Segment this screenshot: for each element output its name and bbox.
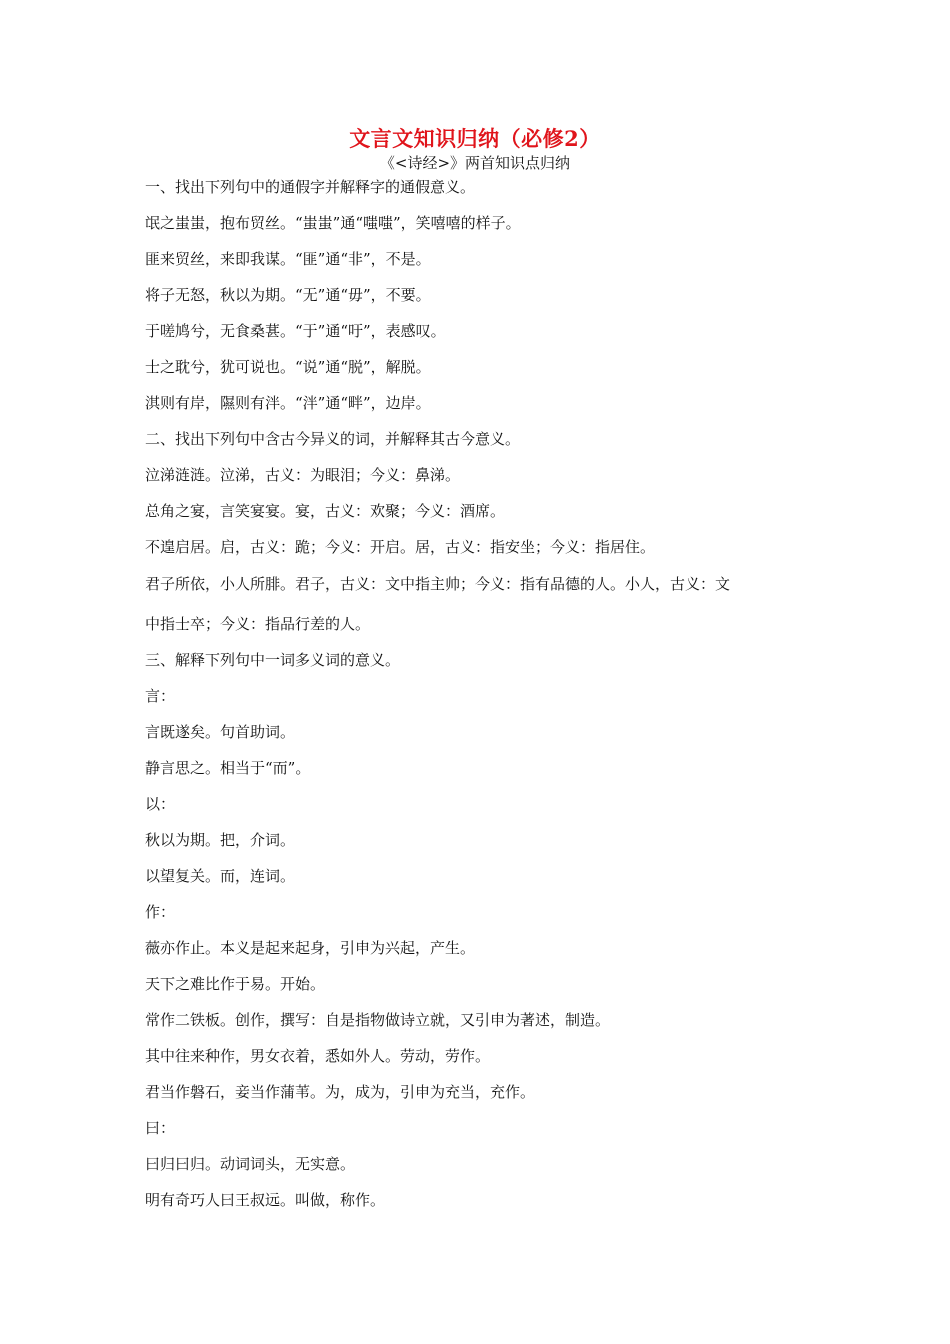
text-line: 三、解释下列句中一词多义词的意义。 [145, 651, 401, 669]
text-line: 以： [145, 795, 176, 813]
text-line: 薇亦作止。本义是起来起身，引申为兴起，产生。 [145, 939, 476, 957]
page-subtitle: 《<诗经>》两首知识点归纳 [379, 154, 571, 172]
text-line: 常作二铁板。创作，撰写：自是指物做诗立就，又引申为著述，制造。 [145, 1011, 611, 1029]
text-line: 言： [145, 687, 176, 705]
text-line: 中指士卒；今义：指品行差的人。 [145, 615, 371, 633]
page-title: 文言文知识归纳（必修2） [349, 126, 601, 151]
text-line: 曰归曰归。动词词头，无实意。 [145, 1155, 356, 1173]
text-line: 秋以为期。把，介词。 [145, 831, 296, 849]
text-line: 不遑启居。启，古义：跪；今义：开启。居，古义：指安坐；今义：指居住。 [145, 538, 656, 556]
text-line: 作： [145, 903, 176, 921]
text-line: 言既遂矣。句首助词。 [145, 723, 296, 741]
text-line: 明有奇巧人曰王叔远。叫做，称作。 [145, 1191, 386, 1209]
text-line: 其中往来种作，男女衣着，悉如外人。劳动，劳作。 [145, 1047, 491, 1065]
text-line: 于嗟鸠兮，无食桑葚。“于”通“吁”，表感叹。 [145, 322, 446, 340]
text-line: 将子无怒，秋以为期。“无”通“毋”，不要。 [145, 286, 431, 304]
text-line: 氓之蚩蚩，抱布贸丝。“蚩蚩”通“嗤嗤”，笑嘻嘻的样子。 [145, 214, 521, 232]
text-line: 士之耽兮，犹可说也。“说”通“脱”，解脱。 [145, 358, 431, 376]
text-line: 淇则有岸，隰则有泮。“泮”通“畔”，边岸。 [145, 394, 431, 412]
text-line: 总角之宴，言笑宴宴。宴，古义：欢聚；今义：酒席。 [145, 502, 506, 520]
text-line: 静言思之。相当于“而”。 [145, 759, 311, 777]
text-line: 天下之难比作于易。开始。 [145, 975, 326, 993]
text-line: 泣涕涟涟。泣涕，古义：为眼泪；今义：鼻涕。 [145, 466, 461, 484]
text-line: 君当作磐石，妾当作蒲苇。为，成为，引申为充当，充作。 [145, 1083, 536, 1101]
text-line: 君子所依，小人所腓。君子，古义：文中指主帅；今义：指有品德的人。小人，古义：文 [145, 575, 731, 593]
text-line: 以望复关。而，连词。 [145, 867, 296, 885]
text-line: 一、找出下列句中的通假字并解释字的通假意义。 [145, 178, 476, 196]
text-line: 曰： [145, 1119, 176, 1137]
text-line: 匪来贸丝，来即我谋。“匪”通“非”，不是。 [145, 250, 431, 268]
text-line: 二、找出下列句中含古今异义的词，并解释其古今意义。 [145, 430, 521, 448]
